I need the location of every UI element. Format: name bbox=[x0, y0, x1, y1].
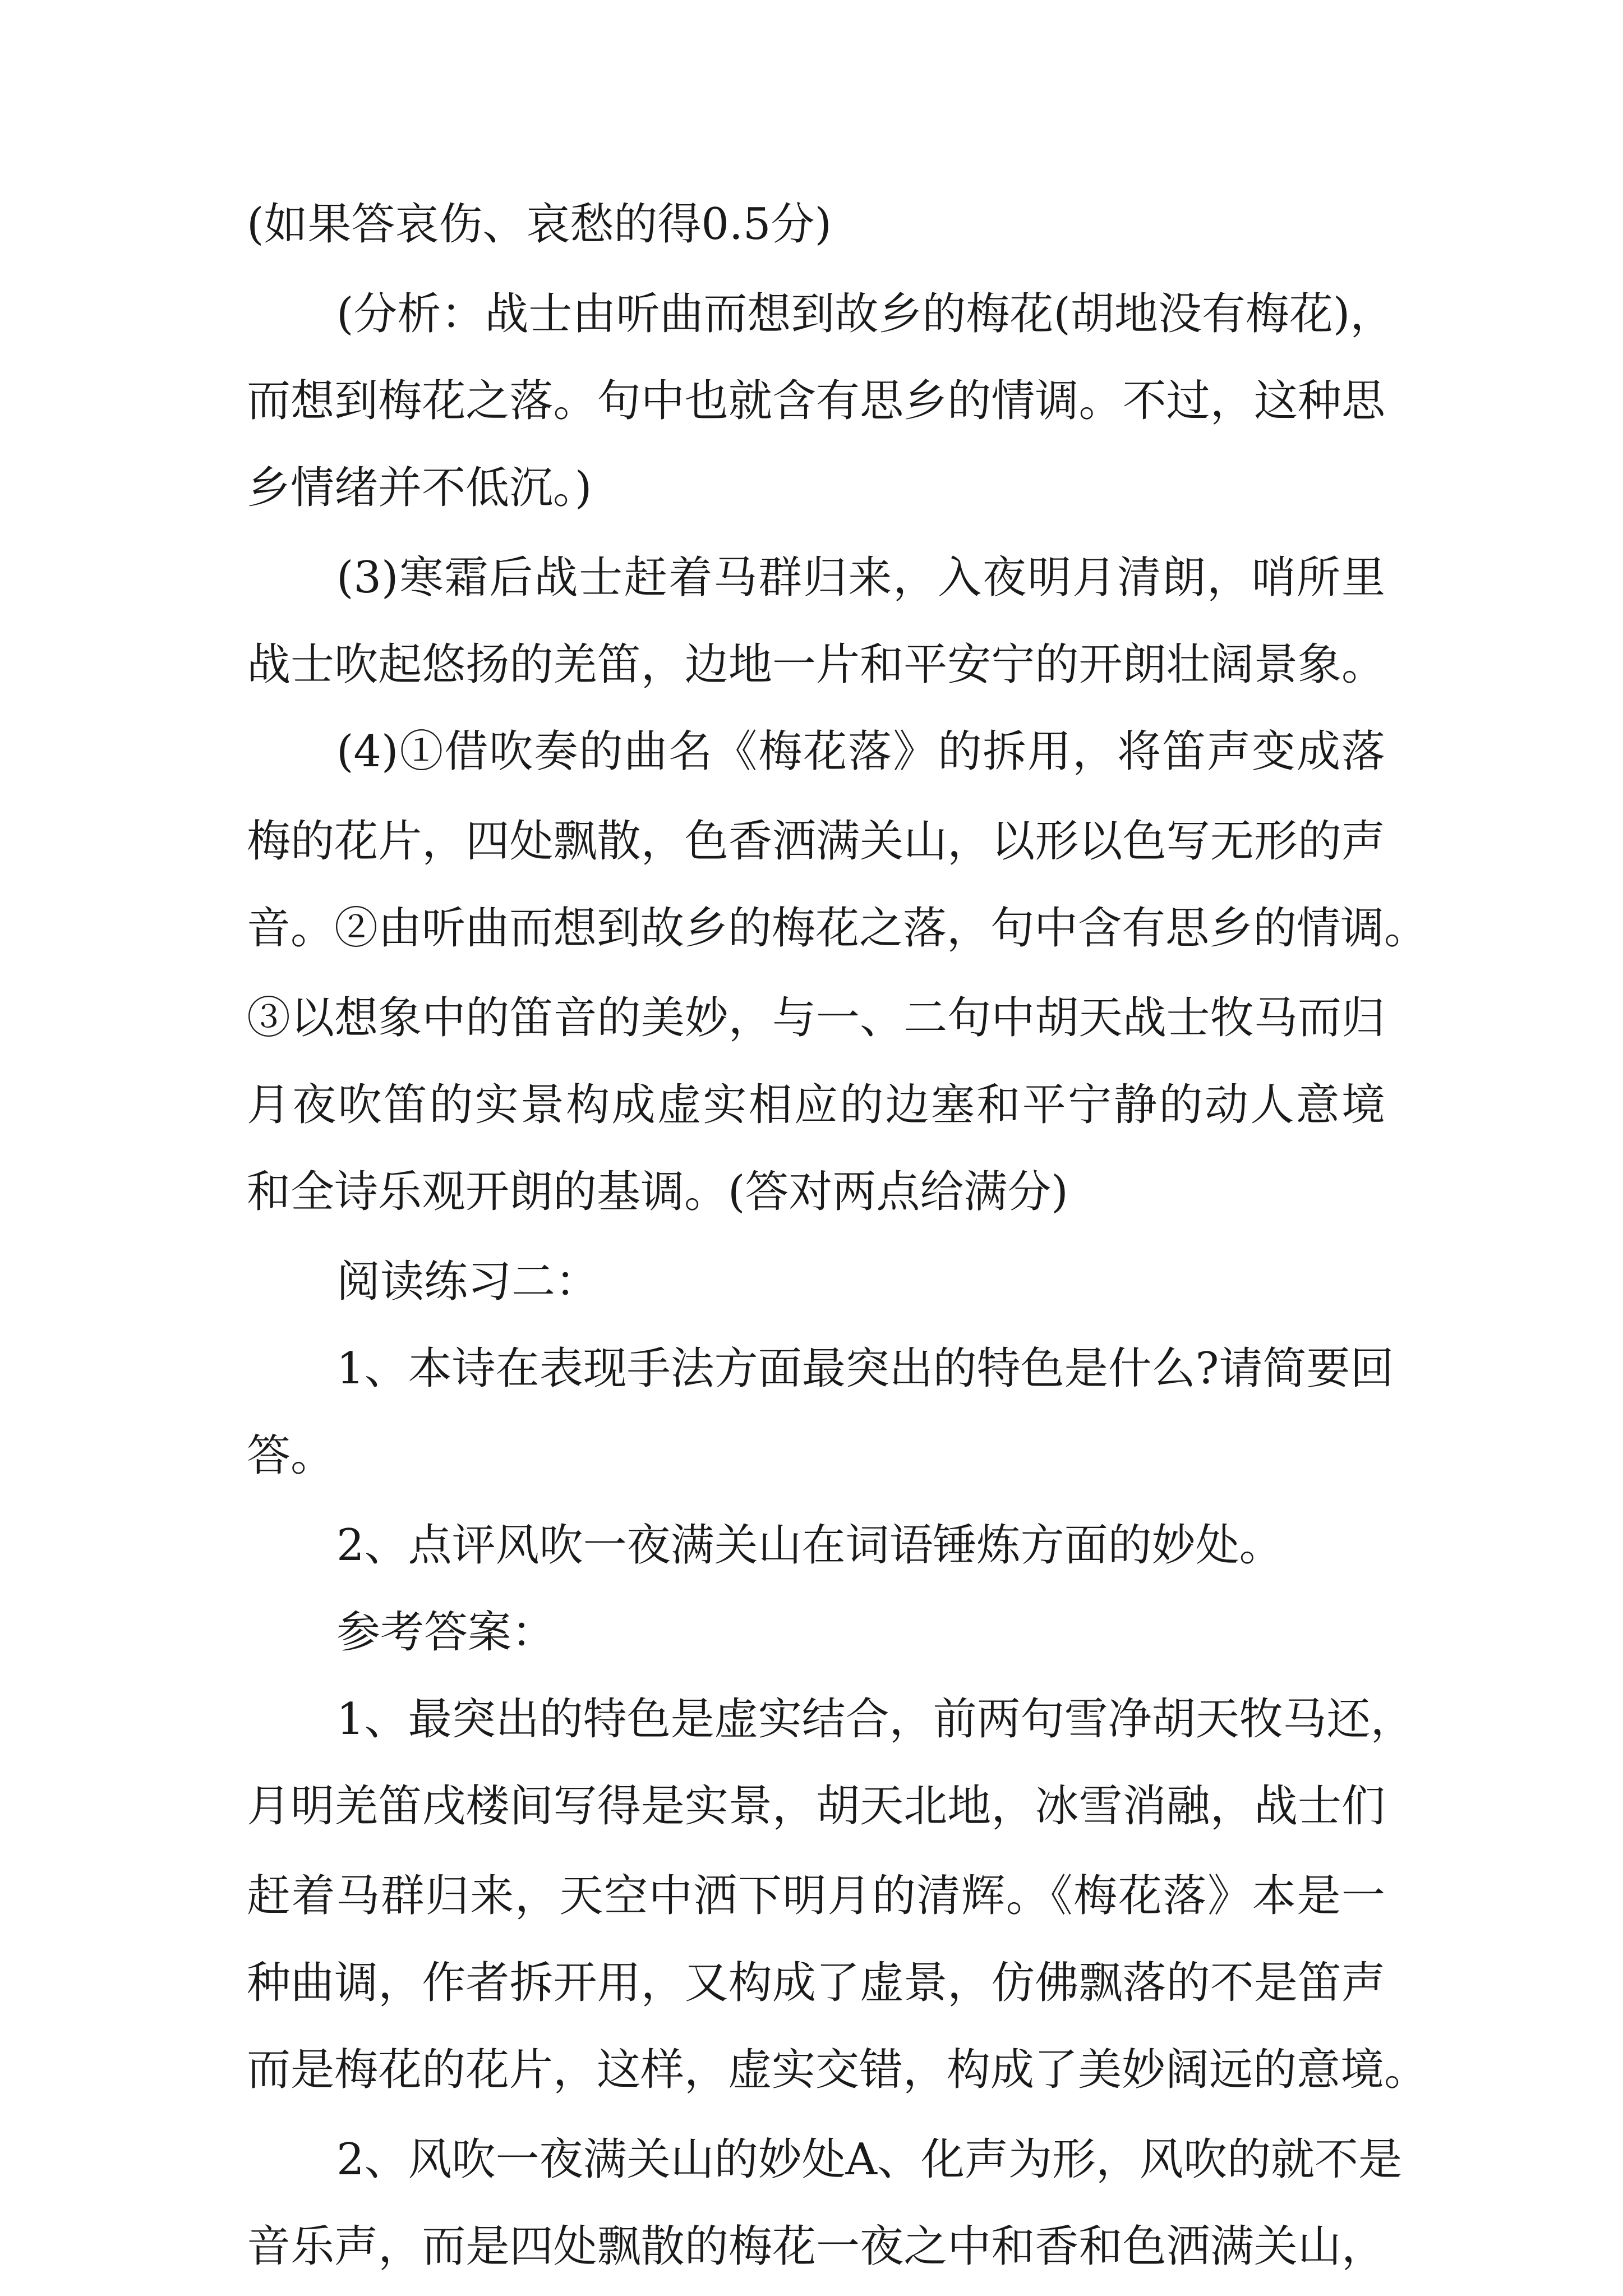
text-line: (如果答哀伤、哀愁的得0.5分) bbox=[247, 199, 832, 250]
text-line: (3)寒霜后战士赶着马群归来，入夜明月清朗，哨所里 bbox=[336, 553, 1385, 603]
text-line: (4)①借吹奏的曲名《梅花落》的拆用，将笛声变成落 bbox=[336, 726, 1385, 777]
section-heading: 阅读练习二： bbox=[336, 1257, 600, 1307]
text-line: 月夜吹笛的实景构成虚实相应的边塞和平宁静的动人意境 bbox=[247, 1080, 1385, 1130]
text-line: ③以想象中的笛音的美妙，与一、二句中胡天战士牧马而归 bbox=[247, 993, 1385, 1043]
answer-line: 音乐声，而是四处飘散的梅花一夜之中和香和色洒满关山， bbox=[247, 2221, 1385, 2272]
question-line: 答。 bbox=[247, 1430, 335, 1481]
text-line: 战士吹起悠扬的羌笛，边地一片和平安宁的开朗壮阔景象。 bbox=[247, 639, 1385, 690]
section-heading: 参考答案： bbox=[336, 1607, 556, 1658]
answer-line: 赶着马群归来，天空中洒下明月的清辉。《梅花落》本是一 bbox=[247, 1871, 1385, 1921]
text-line: 梅的花片，四处飘散，色香洒满关山，以形以色写无形的声 bbox=[247, 816, 1385, 867]
answer-line: 2、风吹一夜满关山的妙处A、化声为形，风吹的就不是 bbox=[336, 2134, 1402, 2185]
answer-line: 1、最突出的特色是虚实结合，前两句雪净胡天牧马还， bbox=[336, 1694, 1414, 1745]
answer-line: 而是梅花的花片，这样，虚实交错，构成了美妙阔远的意境。 bbox=[247, 2045, 1428, 2095]
question-line: 1、本诗在表现手法方面最突出的特色是什么?请简要回 bbox=[336, 1343, 1394, 1394]
question-line: 2、点评风吹一夜满关山在词语锤炼方面的妙处。 bbox=[336, 1520, 1283, 1571]
answer-line: 月明羌笛戌楼间写得是实景，胡天北地，冰雪消融，战士们 bbox=[247, 1781, 1385, 1832]
text-line: 音。②由听曲而想到故乡的梅花之落，句中含有思乡的情调。 bbox=[247, 903, 1428, 954]
text-line: (分析：战士由听曲而想到故乡的梅花(胡地没有梅花)， bbox=[336, 289, 1394, 339]
answer-line: 种曲调，作者拆开用，又构成了虚景，仿佛飘落的不是笛声 bbox=[247, 1958, 1385, 2008]
text-line: 而想到梅花之落。句中也就含有思乡的情调。不过，这种思 bbox=[247, 376, 1385, 426]
text-line: 乡情绪并不低沉。) bbox=[247, 463, 592, 513]
text-line: 和全诗乐观开朗的基调。(答对两点给满分) bbox=[247, 1167, 1068, 1217]
